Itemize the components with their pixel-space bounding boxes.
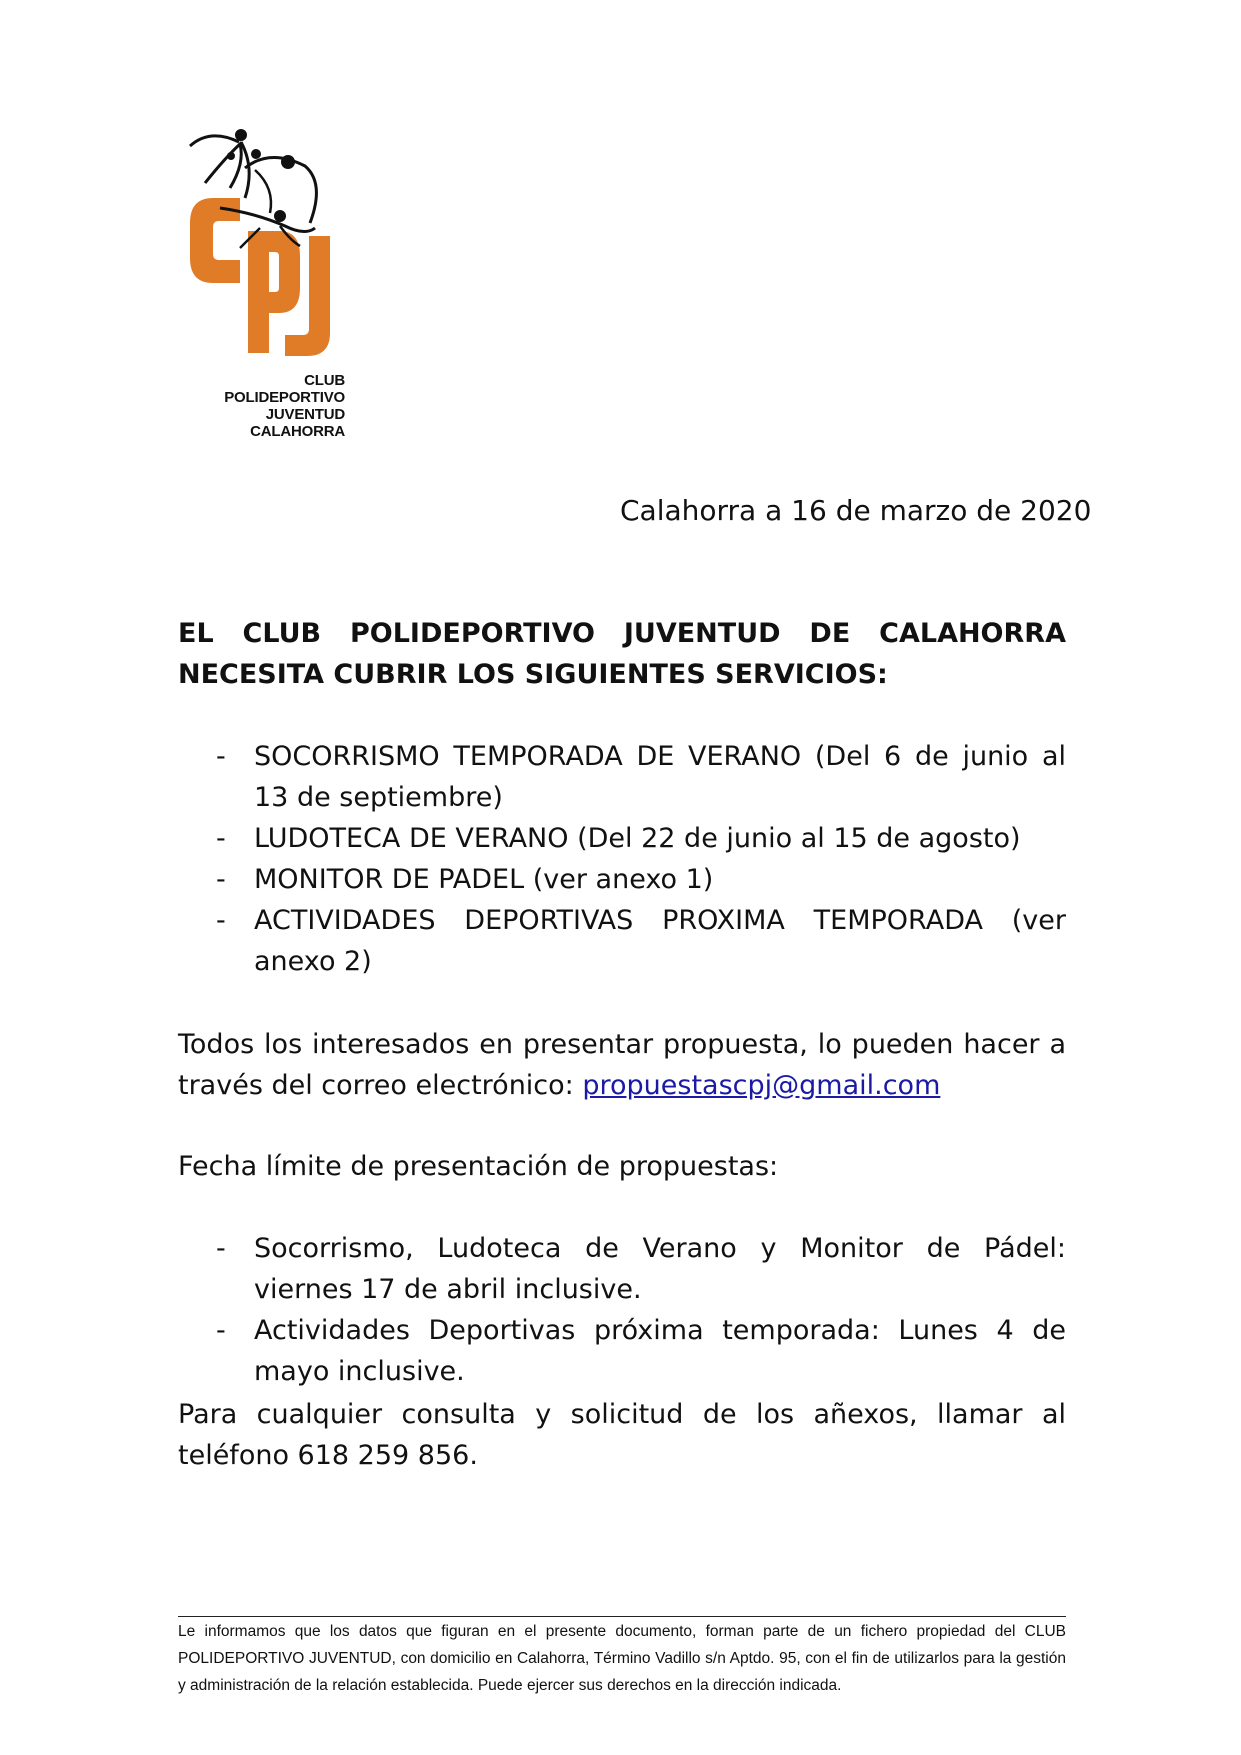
- deadline-text: Actividades Deportivas próxima temporada: Lunes 4 de mayo inclusive.: [254, 1315, 1066, 1387]
- list-item: [178, 736, 1066, 818]
- service-text: SOCORRISMO TEMPORADA DE VERANO (Del 6 de junio al 13 de septiembre): [254, 741, 1066, 813]
- list-item: [178, 900, 1066, 982]
- list-dash: -: [216, 1233, 226, 1264]
- logo-line-2: JUVENTUD: [265, 406, 345, 423]
- list-dash: -: [216, 741, 226, 772]
- list-dash: -: [216, 905, 226, 936]
- club-logo: [185, 128, 355, 440]
- proposal-text: Todos los interesados en presentar propuesta, lo pueden hacer a través del correo electrónico:: [178, 1029, 1066, 1101]
- deadline-text: Socorrismo, Ludoteca de Verano y Monitor de Pádel: viernes 17 de abril inclusive.: [254, 1233, 1066, 1305]
- deadlines-list: [178, 1228, 1066, 1392]
- email-link[interactable]: propuestascpj@gmail.com: [582, 1070, 941, 1101]
- deadline-intro: Fecha límite de presentación de propuestas:: [178, 1151, 779, 1182]
- footer-divider: [178, 1616, 1066, 1617]
- list-item: [178, 1310, 1066, 1392]
- service-text: LUDOTECA DE VERANO (Del 22 de junio al 15 de agosto): [254, 823, 1021, 854]
- services-list: [178, 736, 1066, 982]
- list-item: [178, 859, 1066, 900]
- service-text: ACTIVIDADES DEPORTIVAS PROXIMA TEMPORADA (ver anexo 2): [254, 905, 1066, 977]
- list-item: [178, 1228, 1066, 1310]
- document-heading: EL CLUB POLIDEPORTIVO JUVENTUD DE CALAHORRA NECESITA CUBRIR LOS SIGUIENTES SERVICIOS:: [178, 618, 1066, 690]
- list-dash: -: [216, 1315, 226, 1346]
- logo-line-1: CLUB POLIDEPORTIVO: [224, 372, 345, 406]
- contact-paragraph: Para cualquier consulta y solicitud de los añexos, llamar al teléfono 618 259 856.: [178, 1399, 1066, 1471]
- date-line: Calahorra a 16 de marzo de 2020: [620, 494, 1092, 527]
- service-text: MONITOR DE PADEL (ver anexo 1): [254, 864, 714, 895]
- proposal-paragraph: [178, 1024, 1066, 1106]
- logo-line-3: CALAHORRA: [250, 423, 345, 440]
- list-dash: -: [216, 864, 226, 895]
- privacy-footer: Le informamos que los datos que figuran en el presente documento, forman parte de un fichero propiedad del CLUB POLIDEPORTIVO JUVENTUD, con domicilio en Calahorra, Término Vadillo s/n Aptdo. 95, con el fin de utilizarlos para la gestión y administración de la relación establecida. Puede ejercer sus derechos en la dirección indicada.: [178, 1623, 1066, 1694]
- list-dash: -: [216, 823, 226, 854]
- list-item: [178, 818, 1066, 859]
- cpj-logo-icon: [185, 128, 355, 372]
- logo-caption: [185, 372, 345, 440]
